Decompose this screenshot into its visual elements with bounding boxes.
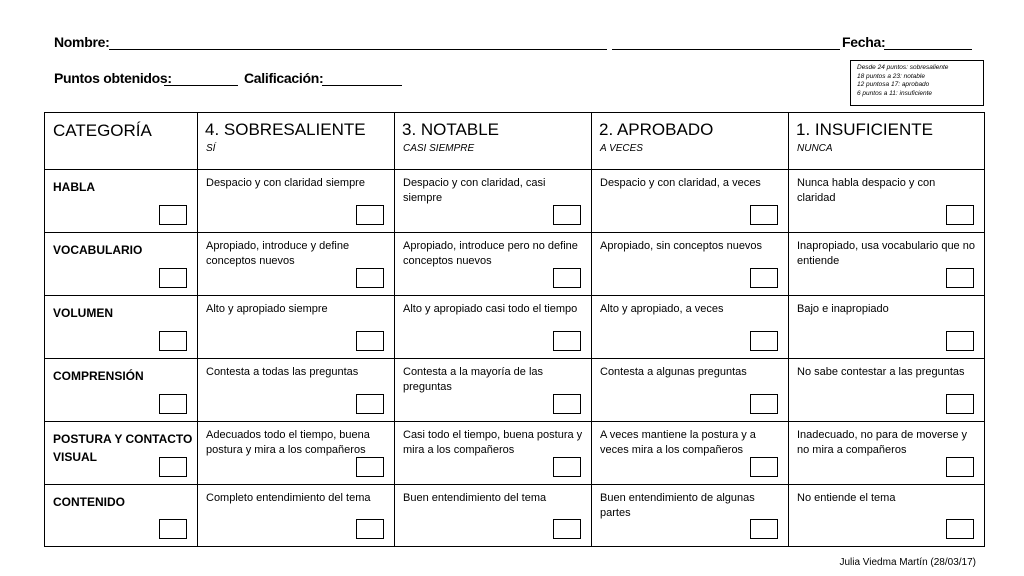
- name-blank-line[interactable]: [109, 32, 607, 50]
- score-checkbox[interactable]: [946, 457, 974, 477]
- score-checkbox[interactable]: [159, 205, 187, 225]
- name-blank-line-2[interactable]: [612, 32, 840, 50]
- points-label: Puntos obtenidos:: [54, 70, 172, 86]
- table-row: [45, 359, 985, 422]
- category-cell: [45, 359, 198, 422]
- criterion-cell: [198, 485, 395, 547]
- level-title: 2. APROBADO: [599, 120, 714, 139]
- category-header: [45, 113, 198, 170]
- criterion-text: Apropiado, introduce pero no define conceptos nuevos: [403, 240, 578, 267]
- criterion-cell: [395, 485, 592, 547]
- level-title: 1. INSUFICIENTE: [796, 120, 933, 139]
- grade-label: Calificación:: [244, 70, 324, 86]
- scale-line: Desde 24 puntos: sobresaliente: [857, 64, 949, 71]
- criterion-cell: [592, 296, 789, 359]
- table-row: [45, 170, 985, 233]
- criterion-text: Buen entendimiento del tema: [403, 492, 547, 504]
- level-header-4: [198, 113, 395, 170]
- category-cell: [45, 170, 198, 233]
- criterion-text: Despacio y con claridad, casi siempre: [403, 177, 546, 204]
- category-cell: [45, 296, 198, 359]
- date-label: Fecha:: [842, 34, 886, 50]
- criterion-text: Bajo e inapropiado: [797, 303, 889, 315]
- criterion-cell: [198, 233, 395, 296]
- score-checkbox[interactable]: [750, 331, 778, 351]
- score-checkbox[interactable]: [159, 268, 187, 288]
- criterion-text: Apropiado, sin conceptos nuevos: [600, 240, 763, 252]
- score-checkbox[interactable]: [159, 457, 187, 477]
- criterion-cell: [395, 296, 592, 359]
- grading-scale-box: [850, 60, 984, 106]
- score-checkbox[interactable]: [553, 331, 581, 351]
- category-header-label: CATEGORÍA: [53, 121, 152, 140]
- scale-line: 12 puntosa 17: aprobado: [857, 81, 930, 89]
- score-checkbox[interactable]: [356, 457, 384, 477]
- score-checkbox[interactable]: [159, 519, 187, 539]
- rubric-table: [44, 112, 985, 547]
- name-label: Nombre:: [54, 34, 110, 50]
- score-checkbox[interactable]: [750, 519, 778, 539]
- category-cell: [45, 233, 198, 296]
- category-cell: [45, 485, 198, 547]
- category-label: VOLUMEN: [53, 306, 113, 320]
- category-label: POSTURA Y CONTACTO VISUAL: [53, 432, 193, 464]
- criterion-text: Inapropiado, usa vocabulario que no entiende: [797, 240, 975, 267]
- level-subtitle: SÍ: [206, 143, 216, 154]
- score-checkbox[interactable]: [946, 268, 974, 288]
- points-blank-line[interactable]: [164, 68, 238, 86]
- criterion-cell: [395, 359, 592, 422]
- criterion-cell: [789, 170, 985, 233]
- level-subtitle: A VECES: [600, 143, 643, 154]
- criterion-text: Alto y apropiado, a veces: [600, 303, 724, 315]
- criterion-text: Despacio y con claridad, a veces: [600, 177, 761, 189]
- score-checkbox[interactable]: [750, 457, 778, 477]
- criterion-cell: [395, 170, 592, 233]
- criterion-cell: [592, 485, 789, 547]
- scale-line: 18 puntos a 23: notable: [857, 72, 925, 80]
- criterion-text: Nunca habla despacio y con claridad: [797, 177, 936, 204]
- criterion-cell: [198, 296, 395, 359]
- criterion-cell: [789, 485, 985, 547]
- criterion-text: Buen entendimiento de algunas partes: [600, 492, 755, 519]
- score-checkbox[interactable]: [946, 394, 974, 414]
- criterion-text: Contesta a algunas preguntas: [600, 366, 747, 378]
- level-header-2: [592, 113, 789, 170]
- criterion-text: Adecuados todo el tiempo, buena postura y mira a los compañeros: [206, 429, 370, 456]
- score-checkbox[interactable]: [946, 205, 974, 225]
- criterion-text: Contesta a la mayoría de las preguntas: [403, 366, 544, 393]
- criterion-cell: [198, 422, 395, 485]
- level-header-1: [789, 113, 985, 170]
- score-checkbox[interactable]: [553, 457, 581, 477]
- header-row: [45, 113, 985, 170]
- score-checkbox[interactable]: [553, 268, 581, 288]
- criterion-text: Apropiado, introduce y define conceptos nuevos: [206, 240, 350, 267]
- level-title: 3. NOTABLE: [402, 120, 499, 139]
- category-label: VOCABULARIO: [53, 243, 143, 257]
- category-cell: [45, 422, 198, 485]
- score-checkbox[interactable]: [159, 331, 187, 351]
- score-checkbox[interactable]: [159, 394, 187, 414]
- category-label: CONTENIDO: [53, 495, 125, 509]
- score-checkbox[interactable]: [946, 331, 974, 351]
- criterion-text: Completo entendimiento del tema: [206, 492, 371, 504]
- criterion-text: Casi todo el tiempo, buena postura y mira a los compañeros: [403, 429, 583, 456]
- criterion-text: Inadecuado, no para de moverse y no mira a compañeros: [797, 429, 968, 456]
- table-row: [45, 233, 985, 296]
- criterion-text: A veces mantiene la postura y a veces mira a los compañeros: [600, 429, 756, 456]
- score-checkbox[interactable]: [553, 205, 581, 225]
- criterion-text: Contesta a todas las preguntas: [206, 366, 359, 378]
- score-checkbox[interactable]: [553, 519, 581, 539]
- score-checkbox[interactable]: [946, 519, 974, 539]
- table-row: [45, 422, 985, 485]
- criterion-cell: [395, 422, 592, 485]
- score-checkbox[interactable]: [553, 394, 581, 414]
- criterion-text: No entiende el tema: [797, 492, 896, 504]
- criterion-text: Alto y apropiado siempre: [206, 303, 328, 315]
- score-checkbox[interactable]: [750, 394, 778, 414]
- author-footer: Julia Viedma Martín (28/03/17): [839, 557, 976, 568]
- level-header-3: [395, 113, 592, 170]
- criterion-cell: [198, 170, 395, 233]
- criterion-cell: [198, 359, 395, 422]
- date-blank-line[interactable]: [884, 32, 972, 50]
- criterion-cell: [789, 359, 985, 422]
- criterion-cell: [592, 359, 789, 422]
- table-row: [45, 296, 985, 359]
- score-checkbox[interactable]: [356, 331, 384, 351]
- criterion-cell: [592, 422, 789, 485]
- criterion-cell: [789, 296, 985, 359]
- level-subtitle: NUNCA: [797, 143, 833, 154]
- category-label: HABLA: [53, 180, 95, 194]
- table-row: [45, 485, 985, 547]
- score-checkbox[interactable]: [356, 205, 384, 225]
- category-label: COMPRENSIÓN: [53, 369, 144, 383]
- grade-blank-line[interactable]: [322, 68, 402, 86]
- criterion-text: Despacio y con claridad siempre: [206, 177, 365, 189]
- criterion-text: No sabe contestar a las preguntas: [797, 366, 965, 378]
- score-checkbox[interactable]: [356, 394, 384, 414]
- criterion-cell: [395, 233, 592, 296]
- level-title: 4. SOBRESALIENTE: [205, 120, 366, 139]
- criterion-cell: [592, 233, 789, 296]
- score-checkbox[interactable]: [356, 268, 384, 288]
- criterion-cell: [789, 422, 985, 485]
- scale-line: 6 puntos a 11: insuficiente: [857, 89, 933, 97]
- score-checkbox[interactable]: [750, 268, 778, 288]
- level-subtitle: CASI SIEMPRE: [403, 143, 475, 154]
- score-checkbox[interactable]: [356, 519, 384, 539]
- criterion-cell: [789, 233, 985, 296]
- criterion-cell: [592, 170, 789, 233]
- criterion-text: Alto y apropiado casi todo el tiempo: [403, 303, 578, 315]
- score-checkbox[interactable]: [750, 205, 778, 225]
